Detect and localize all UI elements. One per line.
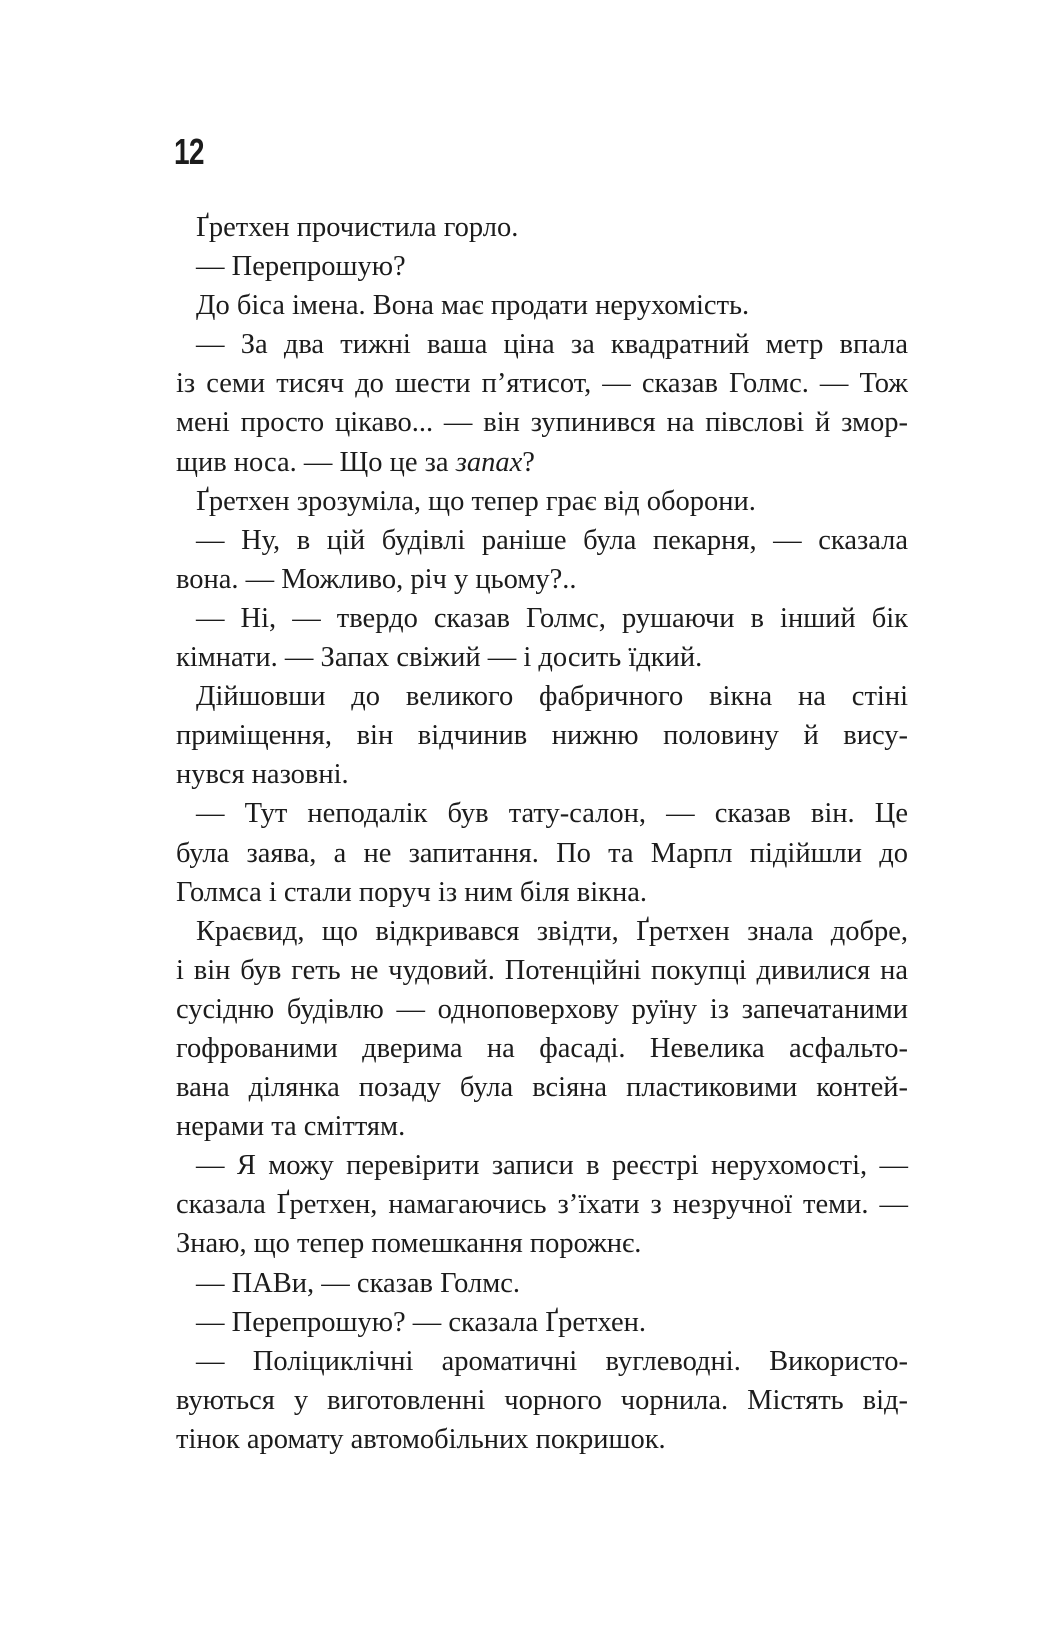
italic-text-run: запах: [455, 446, 523, 478]
text-line: [176, 1146, 908, 1185]
page-number: 12: [174, 131, 204, 172]
text-block: [176, 208, 908, 1459]
text-line: [176, 755, 908, 794]
text-line: [176, 521, 908, 560]
text-line: [176, 208, 908, 247]
text-line: [176, 247, 908, 286]
text-line: [176, 1029, 908, 1068]
text-line: [176, 443, 908, 482]
text-line: [176, 873, 908, 912]
text-run: — Перепрошую? — сказала Ґретхен.: [196, 1306, 647, 1338]
text-run: із семи тисяч до шести п’ятисот, — сказав Голмс. — Тож: [176, 368, 908, 400]
text-line: [176, 364, 908, 403]
text-run: — Ні, — твердо сказав Голмс, рушаючи в інший бік: [196, 602, 908, 634]
text-run: До біса імена. Вона має продати нерухомість.: [196, 290, 750, 322]
text-run: — За два тижні ваша ціна за квадратний метр впала: [196, 329, 908, 361]
text-run: Знаю, що тепер помешкання порожнє.: [176, 1228, 642, 1260]
text-run: вона. — Можливо, річ у цьому?..: [176, 563, 577, 595]
text-line: [176, 1068, 908, 1107]
text-run: кімнати. — Запах свіжий — і досить їдкий.: [176, 642, 703, 674]
text-run: була заява, а не запитання. По та Марпл підійшли до: [176, 837, 908, 869]
text-line: [176, 912, 908, 951]
text-line: [176, 1342, 908, 1381]
text-run: — ПАВи, — сказав Голмс.: [196, 1267, 521, 1299]
text-line: [176, 990, 908, 1029]
text-line: [176, 1107, 908, 1146]
text-run: сказала Ґретхен, намагаючись з’їхати з незручної теми. —: [176, 1189, 908, 1221]
text-line: [176, 482, 908, 521]
text-line: [176, 1185, 908, 1224]
text-run: сусідню будівлю — одноповерхову руїну із запечатаними: [176, 993, 908, 1025]
text-run: Голмса і стали поруч із ним біля вікна.: [176, 876, 648, 908]
text-line: [176, 1224, 908, 1263]
text-run: і він був геть не чудовий. Потенційні покупці дивилися на: [176, 954, 908, 986]
text-run: Дійшовши до великого фабричного вікна на стіні: [196, 681, 908, 713]
text-run: — Я можу перевірити записи в реєстрі нерухомості, —: [196, 1150, 908, 1182]
text-run: гофрованими дверима на фасаді. Невелика асфальто-: [176, 1032, 908, 1064]
text-line: [176, 599, 908, 638]
text-run: мені просто цікаво... — він зупинився на півслові й змор-: [176, 407, 908, 439]
text-run: приміщення, він відчинив нижню половину й вису-: [176, 720, 908, 752]
text-line: [176, 1303, 908, 1342]
text-line: [176, 403, 908, 442]
text-line: [176, 951, 908, 990]
text-line: [176, 638, 908, 677]
text-run: тінок аромату автомобільних покришок.: [176, 1423, 666, 1455]
text-line: [176, 677, 908, 716]
text-run: щив носа. — Що це за: [176, 446, 456, 478]
text-run: ?: [522, 446, 535, 478]
text-line: [176, 1420, 908, 1459]
text-run: вана ділянка позаду була всіяна пластиковими контей-: [176, 1072, 908, 1104]
text-line: [176, 834, 908, 873]
text-run: Ґретхен прочистила горло.: [196, 212, 519, 243]
text-line: [176, 286, 908, 325]
text-line: [176, 1381, 908, 1420]
text-run: вуються у виготовленні чорного чорнила. Містять від-: [176, 1384, 908, 1416]
text-line: [176, 325, 908, 364]
text-run: нувся назовні.: [176, 759, 349, 791]
text-line: [176, 716, 908, 755]
text-run: — Тут неподалік був тату-салон, — сказав він. Це: [196, 798, 908, 830]
text-run: Краєвид, що відкривався звідти, Ґретхен знала добре,: [196, 915, 908, 947]
text-run: — Поліциклічні ароматичні вуглеводні. Використо-: [196, 1345, 908, 1377]
text-run: — Ну, в цій будівлі раніше була пекарня, — сказала: [196, 524, 908, 556]
text-run: нерами та сміттям.: [176, 1111, 406, 1143]
text-line: [176, 794, 908, 833]
text-line: [176, 560, 908, 599]
text-line: [176, 1264, 908, 1303]
text-run: — Перепрошую?: [196, 251, 406, 283]
text-run: Ґретхен зрозуміла, що тепер грає від оборони.: [196, 485, 756, 517]
